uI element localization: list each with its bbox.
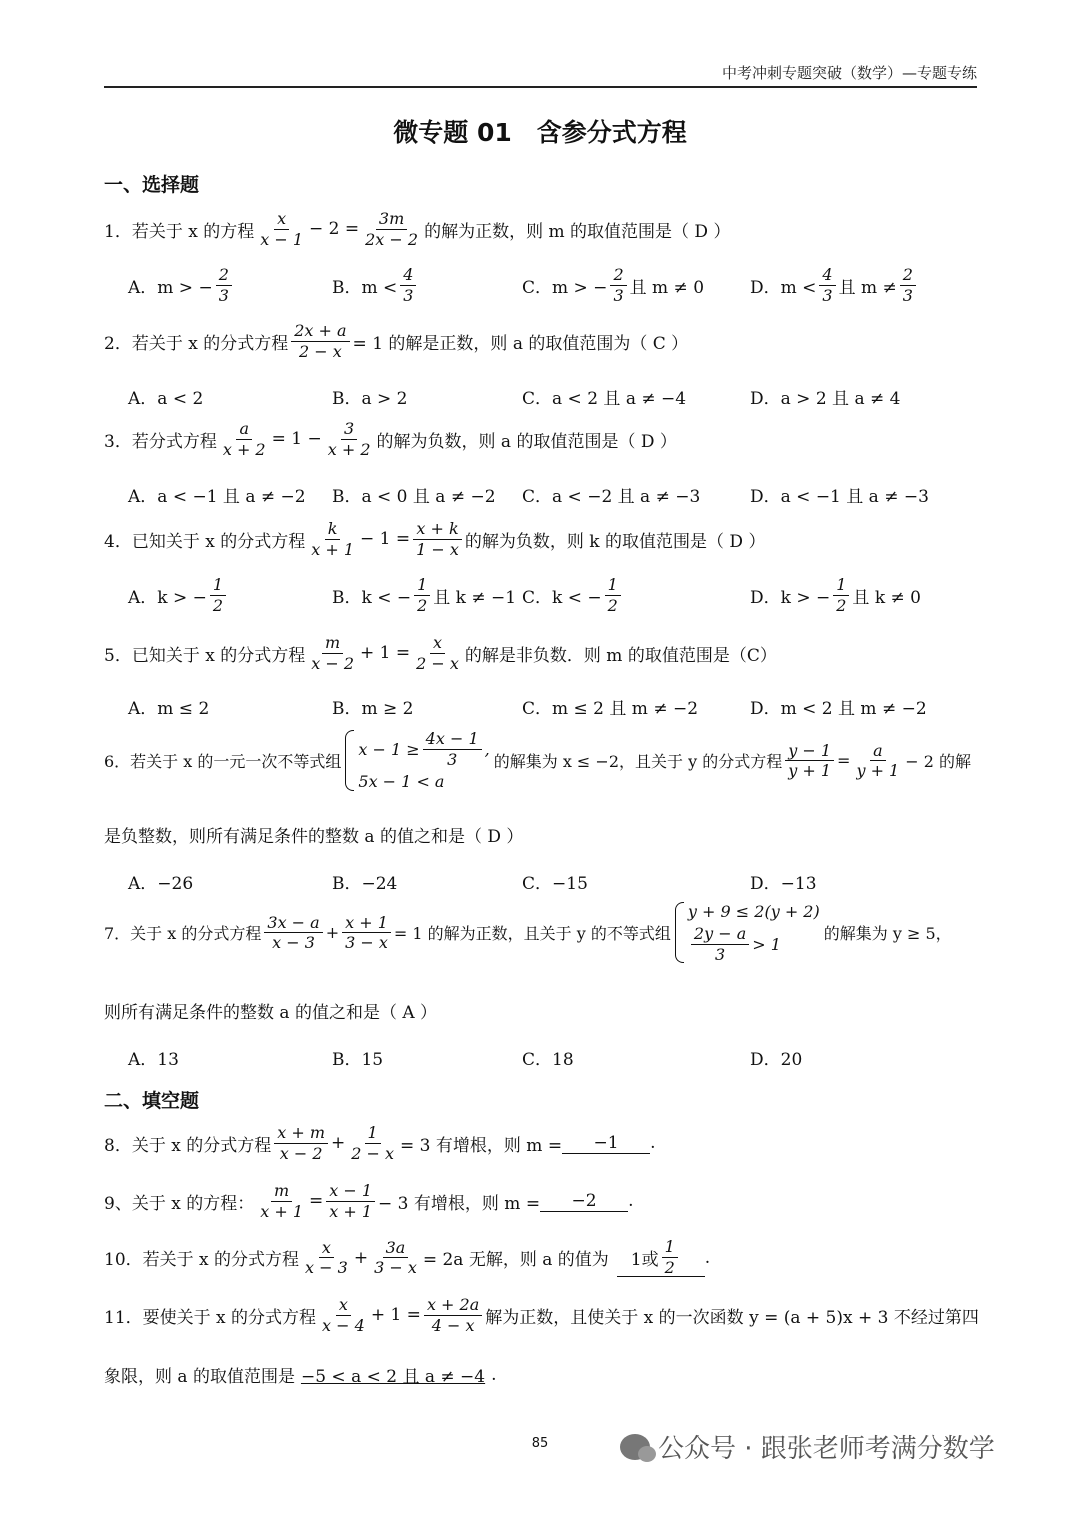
answer-10: 1或 $\frac{1}{2}$ <box>617 1238 705 1277</box>
question-5: 5．已知关于 x 的分式方程 $\frac{m}{x - 2}$ + 1 = $\frac{x}{2 - x}$ 的解是非负数．则 m 的取值范围是（C） <box>104 633 777 673</box>
running-header: 中考冲刺专题突破（数学）—专题专练 <box>104 62 977 88</box>
question-1: 1．若关于 x 的方程 $\frac{x}{x - 1}$ − 2 = $\frac{3m}{2x - 2}$ 的解为正数，则 m 的取值范围是（ D ） <box>104 209 731 249</box>
wechat-icon <box>620 1434 650 1460</box>
question-6: 6．若关于 x 的一元一次不等式组 x − 1 ≥ $\frac{4x - 1}{3}$ , 5x − 1 < a 的解集为 x ≤ −2，且关于 y 的分式方程 $\frac{y - 1}{y + 1}$ = $\frac{a}{y + 1}$ − 2 的解 <box>104 729 971 792</box>
document-page: 中考冲刺专题突破（数学）—专题专练 微专题 01 含参分式方程 一、选择题 1．若关于 x 的方程 $\frac{x}{x - 1}$ − 2 = $\frac{3m}{2x - 2}$ 的解为正数，则 m 的取值范围是（ D ） A．m > − $\frac{2}{3}$ B．m < $\frac{4}{3}$ C．m > − $\frac{2}{3}$ 且 m ≠ 0 D．m < $\frac{4}{3}$ 且 m ≠ $\frac{2}{3}$ 2．若关于 x 的分式方程 $\frac{2x + a}{2 - x}$ = 1 的解是正数，则 a 的取值范围为（ C ） A．a < 2 B．a > 2 C．a < 2 且 a ≠ −4 D．a > 2 且 a ≠ 4 3．若分式方程 $\frac{a}{x + 2}$ = 1 − $\frac{3}{x + 2}$ 的解为负数，则 a 的取值范围是（ D ） A．a < −1 且 a ≠ −2 B．a < 0 且 a ≠ −2 C．a < −2 且 a ≠ −3 D．a < −1 且 a ≠ −3 4．已知关于 x 的分式方程 $\frac{k}{x + 1}$ − 1 = $\frac{x + k}{1 - x}$ 的解为负数，则 k 的取值范围是（ D ） A．k > − $\frac{1}{2}$ B．k < − $\frac{1}{2}$ 且 k ≠ −1 C．k < − $\frac{1}{2}$ D．k > − $\frac{1}{2}$ 且 k ≠ 0 5．已知关于 x 的分式方程 $\frac{m}{x - 2}$ + 1 = $\frac{x}{2 - x}$ 的解是非负数．则 m 的取值范围是（C） A．m ≤ 2 B．m ≥ 2 C．m ≤ 2 且 m ≠ −2 D．m < 2 且 m ≠ −2 6．若关于 x 的一元一次不等式组 x − 1 ≥ $\frac{4x - 1}{3}$ , 5x − 1 < a 的解集为 x ≤ −2，且关于 y 的分式方程 $\frac{y - 1}{y + 1}$ = $\frac{a}{y + 1}$ − 2 的解 是负整数，则所有满足条件的整数 a 的值之和是（ D ） A．−26 B．−24 C．−15 D．−13 7．关于 x 的分式方程 $\frac{3x - a}{x - 3}$ + $\frac{x + 1}{3 - x}$ = 1 的解为正数，且关于 y 的不等式组 y + 9 ≤ 2(y + 2) $\frac{2y - a}{3}$ > 1 的解集为 y ≥ 5， 则所有满足条件的整数 a 的值之和是（ A ） A．13 B．15 C．18 D．20 二、填空题 8．关于 x 的分式方程 $\frac{x + m}{x - 2}$ + $\frac{1}{2 - x}$ = 3 有增根，则 m = −1 . 9、关于 x 的方程： $\frac{m}{x + 1}$ = $\frac{x - 1}{x + 1}$ − 3 有增根，则 m = −2 . 10．若关于 x 的分式方程 $\frac{x}{x - 3}$ + $\frac{3a}{3 - x}$ = 2a 无解，则 a 的值为 1或 $\frac{1}{2}$ . 11．要使关于 x 的分式方程 $\frac{x}{x - 4}$ + 1 = $\frac{x + 2a}{4 - x}$ 解为正数，且使关于 x 的一次函数 y = (a + 5)x + 3 不经过第四 象限，则 a 的取值范围是 −5 < a < 2 且 a ≠ −4 . 85 公众号 · 跟张老师考满分数学 <box>0 0 1080 1526</box>
question-11: 11．要使关于 x 的分式方程 $\frac{x}{x - 4}$ + 1 = $\frac{x + 2a}{4 - x}$ 解为正数，且使关于 x 的一次函数 y = (a + 5)x + 3 不经过第四 <box>104 1295 979 1335</box>
page-title: 微专题 01 含参分式方程 <box>393 118 687 147</box>
question-3: 3．若分式方程 $\frac{a}{x + 2}$ = 1 − $\frac{3}{x + 2}$ 的解为负数，则 a 的取值范围是（ D ） <box>104 419 677 459</box>
answer-11: −5 < a < 2 且 a ≠ −4 <box>300 1367 486 1387</box>
question-8: 8．关于 x 的分式方程 $\frac{x + m}{x - 2}$ + $\frac{1}{2 - x}$ = 3 有增根，则 m = −1 . <box>104 1123 656 1163</box>
section-fill: 二、填空题 <box>104 1090 200 1112</box>
question-7: 7．关于 x 的分式方程 $\frac{3x - a}{x - 3}$ + $\frac{x + 1}{3 - x}$ = 1 的解为正数，且关于 y 的不等式组 y + 9 ≤ 2(y + 2) $\frac{2y - a}{3}$ > 1 的解集为 y ≥ 5， <box>104 902 952 964</box>
question-11-line2: 象限，则 a 的取值范围是 −5 < a < 2 且 a ≠ −4 . <box>104 1362 980 1387</box>
answer-9: −2 <box>540 1191 628 1212</box>
question-7-line2: 则所有满足条件的整数 a 的值之和是（ A ） <box>104 1003 438 1023</box>
question-6-line2: 是负整数，则所有满足条件的整数 a 的值之和是（ D ） <box>104 827 524 847</box>
question-2: 2．若关于 x 的分式方程 $\frac{2x + a}{2 - x}$ = 1 的解是正数，则 a 的取值范围为（ C ） <box>104 321 689 361</box>
question-9: 9、关于 x 的方程： $\frac{m}{x + 1}$ = $\frac{x - 1}{x + 1}$ − 3 有增根，则 m = −2 . <box>104 1181 634 1221</box>
question-4: 4．已知关于 x 的分式方程 $\frac{k}{x + 1}$ − 1 = $\frac{x + k}{1 - x}$ 的解为负数，则 k 的取值范围是（ D ） <box>104 519 766 559</box>
section-choice: 一、选择题 <box>104 174 200 196</box>
page-number: 85 <box>531 1436 549 1451</box>
question-10: 10．若关于 x 的分式方程 $\frac{x}{x - 3}$ + $\frac{3a}{3 - x}$ = 2a 无解，则 a 的值为 1或 $\frac{1}{2}$ . <box>104 1237 711 1278</box>
answer-8: −1 <box>562 1133 650 1154</box>
watermark: 公众号 · 跟张老师考满分数学 <box>620 1428 995 1465</box>
